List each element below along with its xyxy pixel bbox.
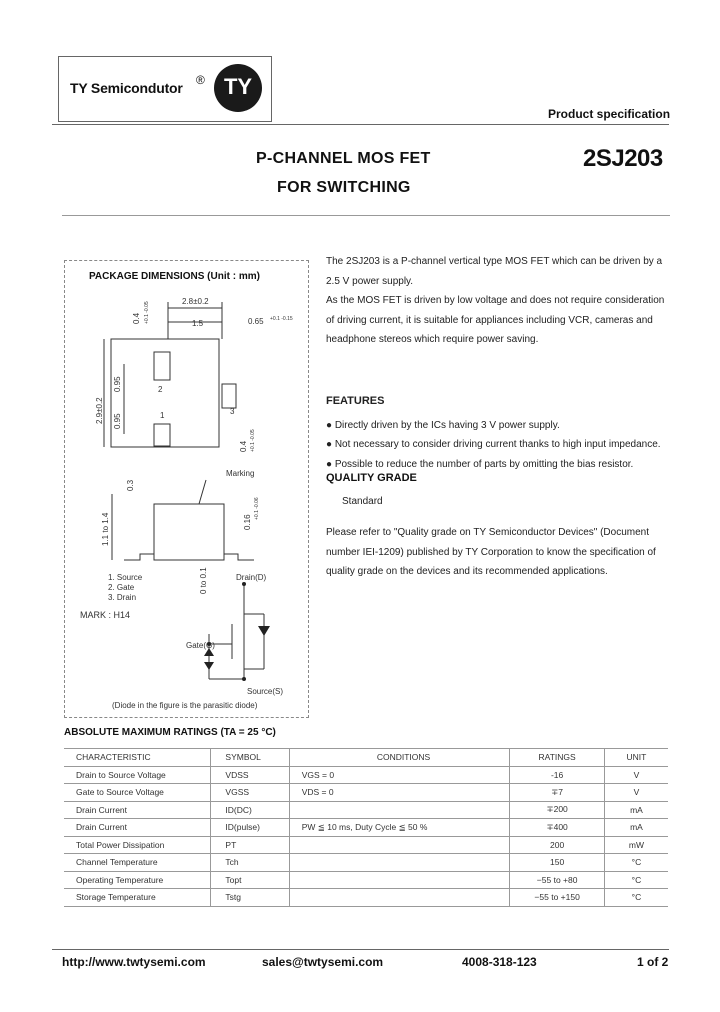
table-cell: VGSS [211, 784, 289, 802]
dim-lead: 0.65 [248, 317, 264, 326]
table-cell: Drain Current [64, 801, 211, 819]
marking-label: Marking [226, 469, 255, 478]
table-cell: ID(pulse) [211, 819, 289, 837]
table-row [64, 836, 668, 854]
quality-grade-note-text: Please refer to "Quality grade on TY Semiconductor Devices" (Document number IEI-1209) published by TY Corporation to know the specification of quality grade on the devices and its recommended applications. [326, 527, 656, 577]
footer-rule [52, 949, 669, 950]
quality-grade-value: Standard [342, 496, 383, 507]
title-line-2: FOR SWITCHING [277, 179, 411, 196]
package-drawing [64, 284, 307, 714]
table-cell: °C [604, 889, 668, 907]
header-rule [52, 124, 669, 125]
dim-pitch-a: 0.95 [113, 376, 122, 392]
table-cell: Total Power Dissipation [64, 836, 211, 854]
package-side-view-body [154, 504, 224, 560]
table-cell: 200 [510, 836, 605, 854]
ratings-table [64, 748, 668, 907]
quality-grade-note [326, 523, 668, 582]
table-cell: Drain to Source Voltage [64, 766, 211, 784]
table-row [64, 766, 668, 784]
description-paragraph-1: The 2SJ203 is a P-channel vertical type MOS FET which can be driven by a 2.5 V power supply. [326, 256, 663, 287]
parasitic-diode-icon [258, 626, 270, 636]
dim-lead-tol: +0.1 -0.15 [270, 316, 293, 322]
table-row [64, 889, 668, 907]
col-characteristic: CHARACTERISTIC [64, 749, 211, 767]
table-cell: Topt [211, 871, 289, 889]
pin-label-source: 1. Source [108, 573, 143, 582]
footer-page-number: 1 of 2 [637, 955, 669, 969]
table-cell [289, 836, 510, 854]
table-cell: Channel Temperature [64, 854, 211, 872]
table-cell: Tch [211, 854, 289, 872]
table-cell [289, 854, 510, 872]
dim-pin-top-tol: +0.1 -0.05 [144, 301, 150, 324]
quality-grade-heading: QUALITY GRADE [326, 472, 417, 484]
table-cell: mA [604, 819, 668, 837]
table-cell: mA [604, 801, 668, 819]
pin-number-2: 2 [158, 385, 163, 394]
dim-standoff: 0 to 0.1 [199, 567, 208, 594]
bullet-icon: ● [326, 439, 335, 450]
table-cell: °C [604, 854, 668, 872]
dim-side-height: 1.1 to 1.4 [101, 512, 110, 546]
table-cell: Storage Temperature [64, 889, 211, 907]
package-dimensions-title: PACKAGE DIMENSIONS (Unit : mm) [89, 271, 260, 282]
footer-website-link[interactable]: http://www.twtysemi.com [62, 955, 206, 969]
description [326, 252, 668, 350]
ty-logo-text: TY [223, 74, 253, 99]
table-cell [289, 889, 510, 907]
dim-width: 2.8±0.2 [182, 297, 209, 306]
bullet-icon: ● [326, 419, 335, 431]
part-number: 2SJ203 [583, 145, 663, 172]
features-section [326, 392, 676, 474]
table-row [64, 871, 668, 889]
table-cell: PW ≦ 10 ms, Duty Cycle ≦ 50 % [289, 819, 510, 837]
table-row [64, 819, 668, 837]
table-cell: -16 [510, 766, 605, 784]
pin-1-pad [154, 424, 170, 446]
table-cell: ∓200 [510, 801, 605, 819]
table-cell: V [604, 784, 668, 802]
table-cell: VDSS [211, 766, 289, 784]
pin-label-gate: 2. Gate [108, 583, 135, 592]
dim-pin-bottom-tol: +0.1 -0.05 [250, 429, 256, 452]
mark-text: MARK : H14 [80, 610, 131, 620]
table-cell: ID(DC) [211, 801, 289, 819]
dim-height: 2.9±0.2 [95, 397, 104, 424]
brand-name: TY Semicondutor [70, 80, 183, 96]
feature-item: ● Possible to reduce the number of parts by omitting the bias resistor. [326, 458, 634, 470]
drain-label: Drain(D) [236, 573, 267, 582]
bullet-icon: ● [326, 458, 335, 470]
dim-pin-top: 0.4 [132, 312, 141, 324]
table-cell: °C [604, 871, 668, 889]
table-row [64, 801, 668, 819]
col-symbol: SYMBOL [211, 749, 289, 767]
table-cell: 150 [510, 854, 605, 872]
pin-3-pad [222, 384, 236, 408]
col-unit: UNIT [604, 749, 668, 767]
title-line-1: P-CHANNEL MOS FET [256, 150, 431, 167]
source-label: Source(S) [247, 687, 284, 696]
pin-number-1: 1 [160, 411, 165, 420]
table-cell: VGS = 0 [289, 766, 510, 784]
pin-2-pad [154, 352, 170, 380]
table-cell [289, 801, 510, 819]
dim-side-lead: 0.16 [243, 514, 252, 530]
ratings-header-row [64, 749, 668, 767]
parasitic-diode-note: (Diode in the figure is the parasitic diode) [112, 701, 258, 710]
registered-mark: ® [196, 73, 205, 87]
table-cell: Tstg [211, 889, 289, 907]
dim-side-top: 0.3 [126, 479, 135, 491]
description-paragraph-2: As the MOS FET is driven by low voltage and does not require consideration of driving current, it is suitable for appliances including VCR, cameras and headphone stereos which require power saving. [326, 295, 665, 345]
feature-item: ● Not necessary to consider driving current thanks to high input impedance. [326, 439, 661, 450]
table-cell: Operating Temperature [64, 871, 211, 889]
col-conditions: CONDITIONS [289, 749, 510, 767]
feature-item: ● Directly driven by the ICs having 3 V power supply. [326, 419, 560, 431]
ratings-heading: ABSOLUTE MAXIMUM RATINGS (TA = 25 °C) [64, 727, 276, 738]
table-cell: ∓7 [510, 784, 605, 802]
table-cell: VDS = 0 [289, 784, 510, 802]
table-cell: mW [604, 836, 668, 854]
table-cell: −55 to +80 [510, 871, 605, 889]
table-cell: PT [211, 836, 289, 854]
dim-pin-bottom: 0.4 [239, 440, 248, 452]
footer-email-link[interactable]: sales@twtysemi.com [262, 955, 384, 969]
pin-label-drain: 3. Drain [108, 593, 137, 602]
dim-pitch-b: 0.95 [113, 413, 122, 429]
dim-left: 1.5 [192, 319, 204, 328]
table-cell: Drain Current [64, 819, 211, 837]
pin-number-3: 3 [230, 407, 235, 416]
col-ratings: RATINGS [510, 749, 605, 767]
dim-side-lead-tol: +0.1 -0.06 [254, 497, 260, 520]
gate-diode-icon [204, 662, 214, 670]
table-cell: ∓400 [510, 819, 605, 837]
features-heading: FEATURES [326, 395, 385, 407]
table-cell: V [604, 766, 668, 784]
footer-phone: 4008-318-123 [462, 955, 537, 969]
table-row [64, 784, 668, 802]
product-specification-label: Product specification [548, 107, 671, 121]
table-cell [289, 871, 510, 889]
title-rule [62, 215, 670, 216]
table-cell: −55 to +150 [510, 889, 605, 907]
package-top-view-body [111, 339, 219, 447]
table-cell: Gate to Source Voltage [64, 784, 211, 802]
gate-label: Gate(G) [186, 641, 215, 650]
table-row [64, 854, 668, 872]
